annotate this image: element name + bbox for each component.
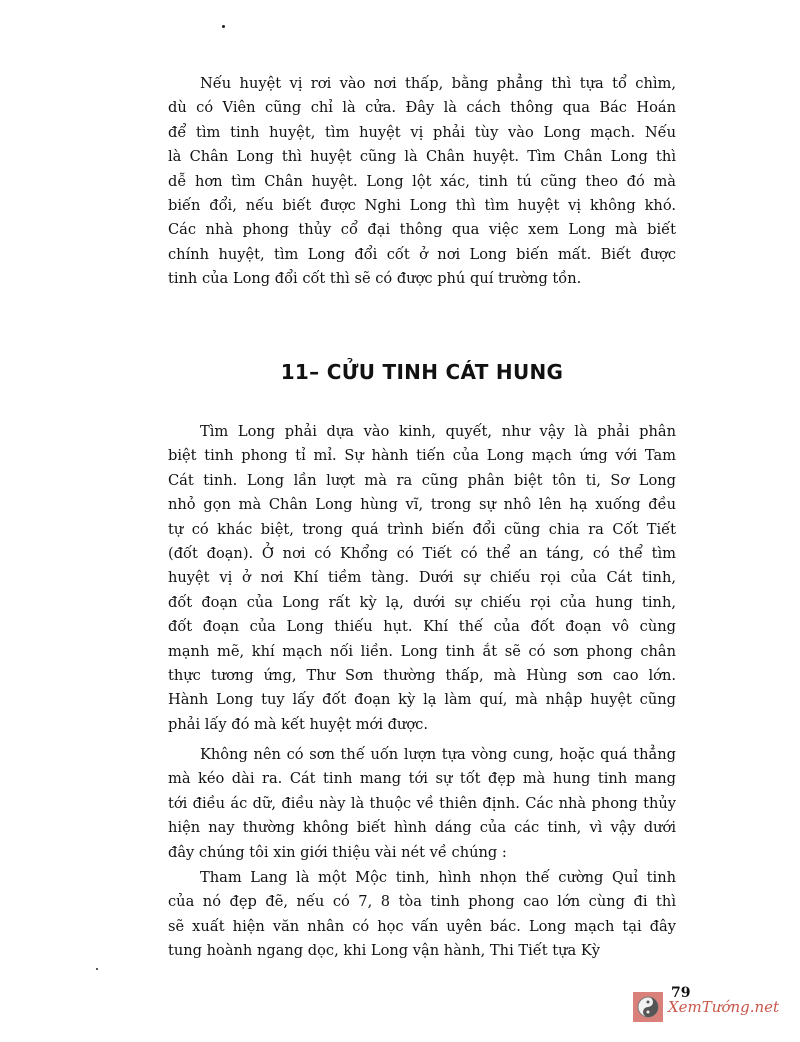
text-line: (đốt đoạn). Ở nơi có Khổng có Tiết có thể an táng, có thể tìm	[168, 545, 676, 563]
text-line: Cát tinh. Long lần lượt mà ra cũng phân biệt tôn ti, Sơ Long	[168, 471, 676, 489]
text-line: chính huyệt, tìm Long đổi cốt ở nơi Long biến mất. Biết được	[168, 245, 676, 263]
body-paragraph	[168, 420, 676, 737]
text-line: thực tương ứng, Thư Sơn thường thấp, mà Hùng sơn cao lớn.	[168, 667, 676, 685]
scan-speck	[96, 968, 98, 970]
text-line: là Chân Long thì huyệt cũng là Chân huyệt. Tìm Chân Long thì	[168, 148, 676, 166]
text-line: mạnh mẽ, khí mạch nối liền. Long tinh ắt sẽ có sơn phong chân	[168, 642, 676, 660]
scan-speck	[222, 25, 225, 28]
text-line: Không nên có sơn thế uốn lượn tựa vòng cung, hoặc quá thẳng	[200, 746, 676, 763]
text-line: dễ hơn tìm Chân huyệt. Long lột xác, tinh tú cũng theo đó mà	[168, 172, 676, 190]
yin-yang-icon	[633, 992, 663, 1022]
text-line: hiện nay thường không biết hình dáng của các tinh, vì vậy dưới	[168, 819, 676, 837]
text-line: của nó đẹp đẽ, nếu có 7, 8 tòa tinh phong cao lớn cùng đi thì	[168, 893, 676, 911]
text-line: phải lấy đó mà kết huyệt mới được.	[168, 715, 428, 733]
text-line: Hành Long tuy lấy đốt đoạn kỳ lạ làm quí, mà nhập huyệt cũng	[168, 691, 676, 709]
text-line: mà kéo dài ra. Cát tinh mang tới sự tốt đẹp mà hung tinh mang	[168, 770, 676, 788]
text-line: Tìm Long phải dựa vào kinh, quyết, như vậy là phải phân	[200, 423, 676, 440]
text-line: Tham Lang là một Mộc tinh, hình nhọn thế cường Quỉ tinh	[200, 869, 676, 886]
text-line: biến đổi, nếu biết được Nghi Long thì tìm huyệt vị không khó.	[168, 197, 676, 215]
text-line: đây chúng tôi xin giới thiệu vài nét về chúng :	[168, 843, 507, 861]
body-paragraph	[168, 866, 676, 964]
text-line: dù có Viên cũng chỉ là cửa. Đây là cách thông qua Bác Hoán	[168, 99, 676, 117]
watermark	[633, 990, 795, 1024]
text-line: tới điều ác dữ, điều này là thuộc về thiên định. Các nhà phong thủy	[168, 794, 676, 812]
text-line: huyệt vị ở nơi Khí tiềm tàng. Dưới sự chiếu rọi của Cát tinh,	[168, 569, 676, 587]
text-line: tự có khác biệt, trong quá trình biến đổi cũng chia ra Cốt Tiết	[168, 520, 676, 538]
text-line: Các nhà phong thủy cổ đại thông qua việc xem Long mà biết	[168, 221, 676, 239]
text-line: Nếu huyệt vị rơi vào nơi thấp, bằng phẳng thì tựa tổ chìm,	[200, 75, 676, 92]
text-line: nhỏ gọn mà Chân Long hùng vĩ, trong sự nhô lên hạ xuống đều	[168, 496, 676, 514]
section-heading: 11– CỬU TINH CÁT HUNG	[280, 360, 564, 384]
text-line: tung hoành ngang dọc, khi Long vận hành, Thi Tiết tựa Kỳ	[168, 942, 601, 960]
text-line: đốt đoạn của Long thiếu hụt. Khí thế của đốt đoạn vô cùng	[168, 618, 676, 636]
text-line: biệt tinh phong tỉ mỉ. Sự hành tiến của Long mạch ứng với Tam	[168, 447, 676, 465]
text-line: để tìm tinh huyệt, tìm huyệt vị phải tùy vào Long mạch. Nếu	[168, 123, 676, 141]
text-line: đốt đoạn của Long rất kỳ lạ, dưới sự chiếu rọi của hung tinh,	[168, 593, 676, 611]
watermark-text: XemTướng.net	[668, 998, 780, 1016]
body-paragraph	[168, 72, 676, 292]
text-line: sẽ xuất hiện văn nhân có học vấn uyên bác. Long mạch tại đây	[168, 917, 676, 935]
text-line: tinh của Long đổi cốt thì sẽ có được phú quí trường tồn.	[168, 270, 582, 288]
page-number: 79	[671, 985, 691, 1001]
body-paragraph	[168, 743, 676, 865]
